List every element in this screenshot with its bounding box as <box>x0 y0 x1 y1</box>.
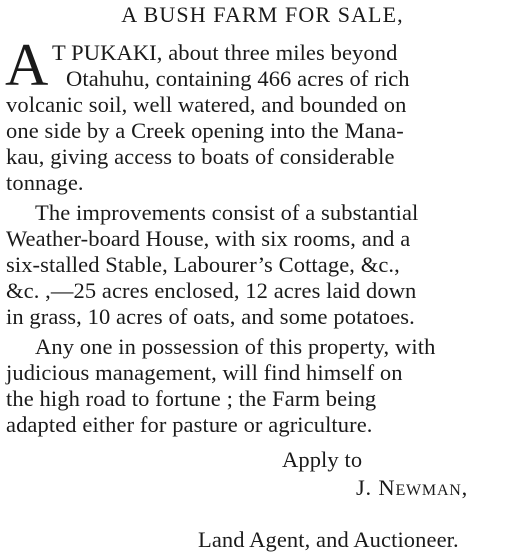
para1-line-1: T PUKAKI, about three miles beyond <box>52 40 398 65</box>
para1-line-5: kau, giving access to boats of considerable <box>6 144 395 169</box>
para3-line-2: judicious management, will find himself on <box>6 360 403 385</box>
para2-line-1: The improvements consist of a substantial <box>35 200 419 225</box>
agent-title: Land Agent, and Auctioneer. <box>198 527 459 552</box>
para1-line-2: Otahuhu, containing 466 acres of rich <box>66 66 410 91</box>
drop-cap: A <box>5 32 49 98</box>
para3-line-4: adapted either for pasture or agriculture. <box>6 412 373 437</box>
para3-line-1: Any one in possession of this property, with <box>35 334 436 359</box>
para1-line-4: one side by a Creek opening into the Mana- <box>6 118 404 143</box>
para2-line-4: &c. ,—25 acres enclosed, 12 acres laid down <box>6 278 417 303</box>
para2-line-2: Weather-board House, with six rooms, and a <box>6 226 411 251</box>
agent-name: J. Newman, <box>356 475 469 500</box>
ad-heading: A BUSH FARM FOR SALE, <box>121 2 404 27</box>
para2-line-5: in grass, 10 acres of oats, and some potatoes. <box>6 304 415 329</box>
para2-line-3: six-stalled Stable, Labourer’s Cottage, &c., <box>6 252 400 277</box>
para3-line-3: the high road to fortune ; the Farm being <box>6 386 377 411</box>
para1-line-3: volcanic soil, well watered, and bounded on <box>6 92 407 117</box>
para1-line-6: tonnage. <box>6 170 84 195</box>
apply-to: Apply to <box>282 447 363 472</box>
